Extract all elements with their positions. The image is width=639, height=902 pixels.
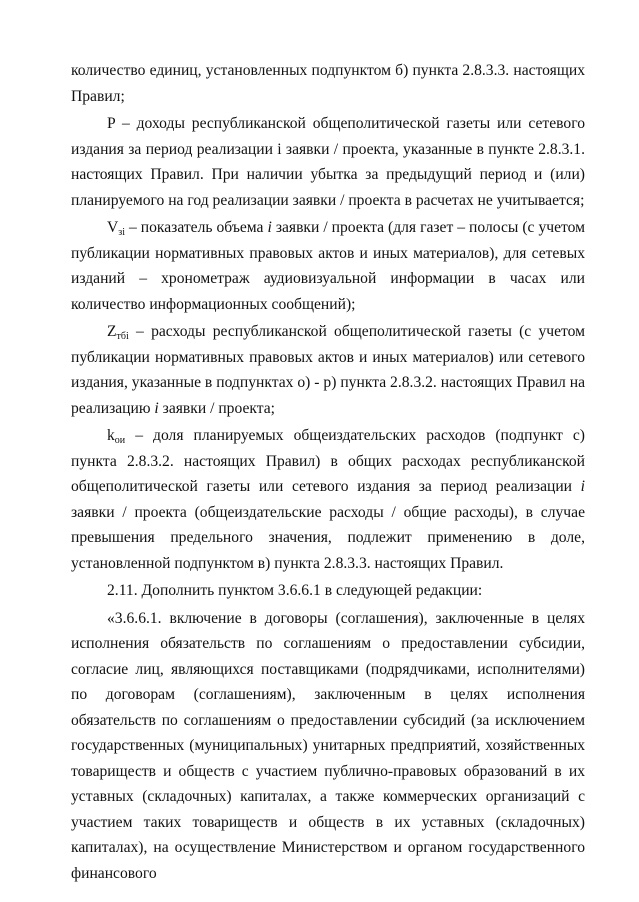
paragraph	[71, 58, 585, 109]
text-run: P – доходы республиканской общеполитической газеты или сетевого издания за период реализации i заявки / проекта, указанные в пункте 2.8.3.1. настоящих Правил. При наличии убытка за предыдущий период и (или) планируемого на год реализации заявки / проекта в расчетах не учитывается;	[71, 115, 585, 209]
text-run: заявки / проекта (общеиздательские расходы / общие расходы), в случае превышения предельного значения, подлежит применению в доле, установленной подпунктом в) пункта 2.8.3.3. настоящих Правил.	[71, 503, 585, 572]
text-run: 2.11. Дополнить пунктом 3.6.6.1 в следующей редакции:	[107, 582, 483, 599]
italic-text: i	[154, 399, 159, 417]
text-run: Z	[107, 323, 117, 340]
paragraph	[71, 606, 585, 887]
subscript: зi	[118, 227, 125, 238]
italic-text: i	[267, 219, 272, 236]
paragraph	[71, 578, 585, 604]
text-run: – показатель объема	[125, 219, 268, 236]
text-run: заявки / проекта;	[158, 399, 276, 417]
paragraph	[71, 423, 585, 576]
paragraph	[71, 319, 585, 421]
text-run: «3.6.6.1. включение в договоры (соглашения), заключенные в целях исполнения обязательств по соглашениям о предоставлении субсидии, согласие лиц, являющихся поставщиками (подрядчиками, исполнителями) по договорам (соглашениям), заключенным в целях исполнения обязательств по соглашениям о предоставлении субсидий (за исключением государственных (муниципальных) унитарных предприятий, хозяйственных товариществ и обществ с участием публично-правовых образований в их уставных (складочных) капиталах, а также коммерческих организаций с участием таких товариществ и обществ в их уставных (складочных) капиталах), на осуществление Министерством и органом государственного финансового	[71, 609, 585, 882]
text-run: V	[107, 219, 119, 236]
italic-text: i	[580, 478, 585, 495]
text-run: количество единиц, установленных подпунктом б) пункта 2.8.3.3. настоящих Правил;	[71, 62, 585, 105]
text-run: заявки / проекта (для газет – полосы (с учетом публикации нормативных правовых актов и иных материалов), для сетевых изданий – хронометраж аудиовизуальной информации в часах или количество информационных сообщений);	[71, 219, 585, 313]
text-run: – доля планируемых общеиздательских расходов (подпункт с) пункта 2.8.3.2. настоящих Правил) в общих расходах республиканской общеполитической газеты или сетевого издания за период реализации	[71, 427, 585, 495]
text-run: k	[107, 427, 115, 444]
paragraph	[71, 111, 585, 213]
subscript: тбi	[116, 331, 129, 342]
text-run: – расходы республиканской общеполитической газеты (с учетом публикации нормативных правовых актов и иных материалов) или сетевого издания, указанные в подпунктах о) - р) пункта 2.8.3.2. настоящих Правил на реализацию	[71, 323, 585, 417]
subscript: ои	[114, 435, 126, 446]
paragraph	[71, 215, 585, 317]
